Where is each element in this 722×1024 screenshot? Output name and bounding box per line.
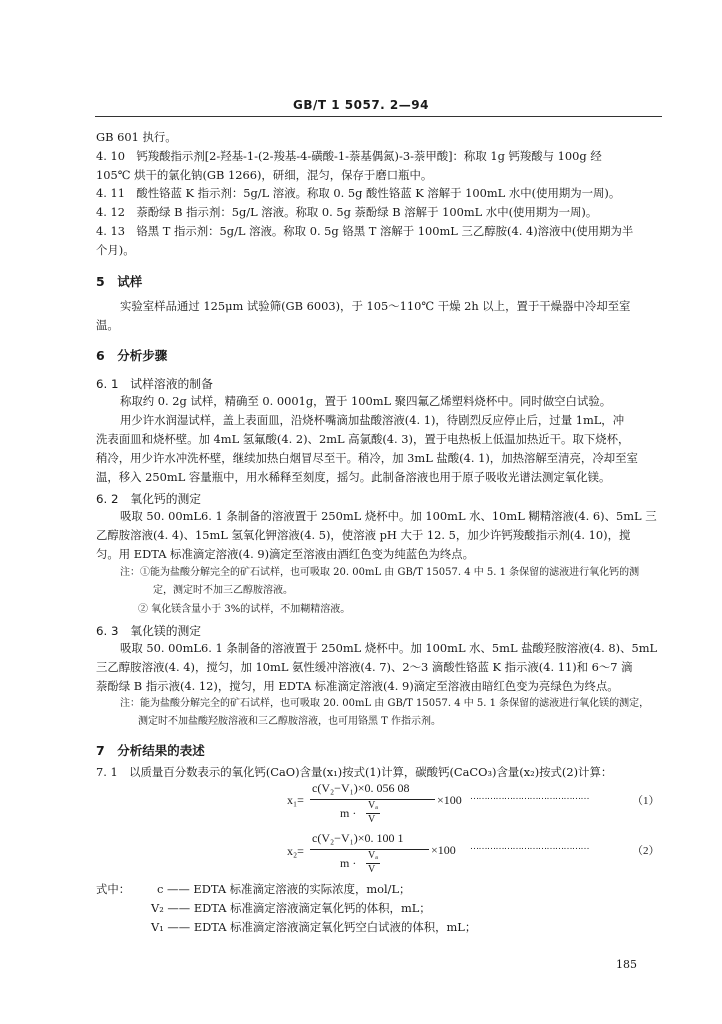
text-line: 乙醇胺溶液(4. 4)、15mL 氢氧化钾溶液(4. 5)，使溶液 pH 大于 12. 5，加少许钙羧酸指示剂(4. 10)，搅 <box>96 528 631 542</box>
formula-denominator-m: m · <box>340 856 357 870</box>
subsection-heading: 6. 2 氧化钙的测定 <box>96 492 202 506</box>
variable-definition: V₁ —— EDTA 标准滴定溶液滴定氧化钙空白试液的体积，mL； <box>151 920 477 934</box>
text-line: 温，移入 250mL 容量瓶中，用水稀释至刻度，摇匀。此制备溶液也用于原子吸收光谱法测定氧化镁。 <box>96 470 611 484</box>
formula-tail: ×100 <box>437 793 462 807</box>
text-line: 实验室样品通过 125μm 试验筛(GB 6003)，于 105～110℃ 干燥 2h 以上，置于干燥器中冷却至室 <box>120 299 631 313</box>
formula-lhs: x₁= <box>287 793 304 807</box>
formula-numerator: c(V₂−V₁)×0. 100 1 <box>312 831 404 845</box>
variable-definition: c —— EDTA 标准滴定溶液的实际浓度，mol/L； <box>157 882 411 896</box>
text-line: 4. 11 酸性铬蓝 K 指示剂：5g/L 溶液。称取 0. 5g 酸性铬蓝 K 溶解于 100mL 水中(使用期为一周)。 <box>96 186 621 200</box>
formula-lhs: x₂= <box>287 844 304 858</box>
header-rule <box>95 116 662 117</box>
formula-denominator-va: Vₐ <box>368 850 378 861</box>
standard-header: GB/T 1 5057. 2—94 <box>293 98 429 112</box>
subsection-heading: 6. 1 试样溶液的制备 <box>96 377 213 391</box>
note-line: 注：能为盐酸分解完全的矿石试样，也可吸取 20. 00mL 由 GB/T 15057. 4 中 5. 1 条保留的滤液进行氧化镁的测定， <box>120 698 650 709</box>
section-heading: 5 试样 <box>96 274 143 289</box>
section-heading: 7 分析结果的表述 <box>96 743 205 758</box>
formula-tail: ×100 <box>431 843 456 857</box>
variable-definition: V₂ —— EDTA 标准滴定溶液滴定氧化钙的体积，mL； <box>151 901 431 915</box>
text-line: 吸取 50. 00mL6. 1 条制备的溶液置于 250mL 烧杯中。加 100mL 水、5mL 盐酸羟胺溶液(4. 8)、5mL <box>120 641 658 655</box>
formula-denominator-v: V <box>368 814 376 825</box>
where-label: 式中： <box>96 882 131 896</box>
formula-numerator: c(V₂−V₁)×0. 056 08 <box>312 781 410 795</box>
note-line: 定，测定时不加三乙醇胺溶液。 <box>153 585 293 596</box>
text-line: 三乙醇胺溶液(4. 4)，搅匀，加 10mL 氨性缓冲溶液(4. 7)、2～3 滴酸性铬蓝 K 指示液(4. 11)和 6～7 滴 <box>96 660 633 674</box>
text-line: 4. 12 萘酚绿 B 指示剂：5g/L 溶液。称取 0. 5g 萘酚绿 B 溶解于 100mL 水中(使用期为一周)。 <box>96 205 598 219</box>
text-line: 称取约 0. 2g 试样，精确至 0. 0001g，置于 100mL 聚四氟乙烯塑料烧杯中。同时做空白试验。 <box>120 394 612 408</box>
text-line: GB 601 执行。 <box>96 130 177 144</box>
formula-leader-dots: …………………………………… <box>470 841 589 851</box>
text-line: 7. 1 以质量百分数表示的氧化钙(CaO)含量(x₁)按式(1)计算，碳酸钙(CaCO₃)含量(x₂)按式(2)计算： <box>96 765 613 779</box>
text-line: 吸取 50. 00mL6. 1 条制备的溶液置于 250mL 烧杯中。加 100mL 水、10mL 糊精溶液(4. 6)、5mL 三 <box>120 509 657 523</box>
formula-denominator-v: V <box>368 864 376 875</box>
text-line: 4. 10 钙羧酸指示剂[2-羟基-1-(2-羧基-4-磺酸-1-萘基偶氮)-3-萘甲酸]：称取 1g 钙羧酸与 100g 经 <box>96 149 602 163</box>
formula-tag: （2） <box>632 845 660 857</box>
page-number: 185 <box>616 958 637 971</box>
text-line: 稍冷，用少许水冲洗杯壁，继续加热白烟冒尽至干。稍冷，加 3mL 盐酸(4. 1)，加热溶解至清亮，冷却至室 <box>96 451 638 465</box>
text-line: 洗表面皿和烧杯壁。加 4mL 氢氟酸(4. 2)、2mL 高氯酸(4. 3)，置于电热板上低温加热近干。取下烧杯， <box>96 432 630 446</box>
formula-leader-dots: …………………………………… <box>470 791 589 801</box>
section-heading: 6 分析步骤 <box>96 348 168 363</box>
note-line: 注：①能为盐酸分解完全的矿石试样，也可吸取 20. 00mL 由 GB/T 15057. 4 中 5. 1 条保留的滤液进行氧化钙的测 <box>120 567 640 578</box>
formula-tag: （1） <box>632 795 660 807</box>
text-line: 用少许水润湿试样，盖上表面皿，沿烧杯嘴滴加盐酸溶液(4. 1)，待剧烈反应停止后，过量 1mL，冲 <box>120 413 625 427</box>
note-line: 测定时不加盐酸羟胺溶液和三乙醇胺溶液，也可用铬黑 T 作指示剂。 <box>138 716 442 727</box>
text-line: 匀。用 EDTA 标准滴定溶液(4. 9)滴定至溶液由酒红色变为纯蓝色为终点。 <box>96 547 475 561</box>
formula-denominator-va: Vₐ <box>368 800 378 811</box>
text-line: 温。 <box>96 318 119 332</box>
subsection-heading: 6. 3 氧化镁的测定 <box>96 624 202 638</box>
text-line: 个月)。 <box>96 243 135 257</box>
text-line: 105℃ 烘干的氯化钠(GB 1266)，研细，混匀，保存于磨口瓶中。 <box>96 168 433 182</box>
text-line: 萘酚绿 B 指示液(4. 12)，搅匀，用 EDTA 标准滴定溶液(4. 9)滴定至溶液由暗红色变为亮绿色为终点。 <box>96 679 619 693</box>
formula-denominator-m: m · <box>340 806 357 820</box>
text-line: 4. 13 铬黑 T 指示剂：5g/L 溶液。称取 0. 5g 铬黑 T 溶解于 100mL 三乙醇胺(4. 4)溶液中(使用期为半 <box>96 224 634 238</box>
note-line: ② 氧化镁含量小于 3%的试样，不加糊精溶液。 <box>138 604 351 615</box>
